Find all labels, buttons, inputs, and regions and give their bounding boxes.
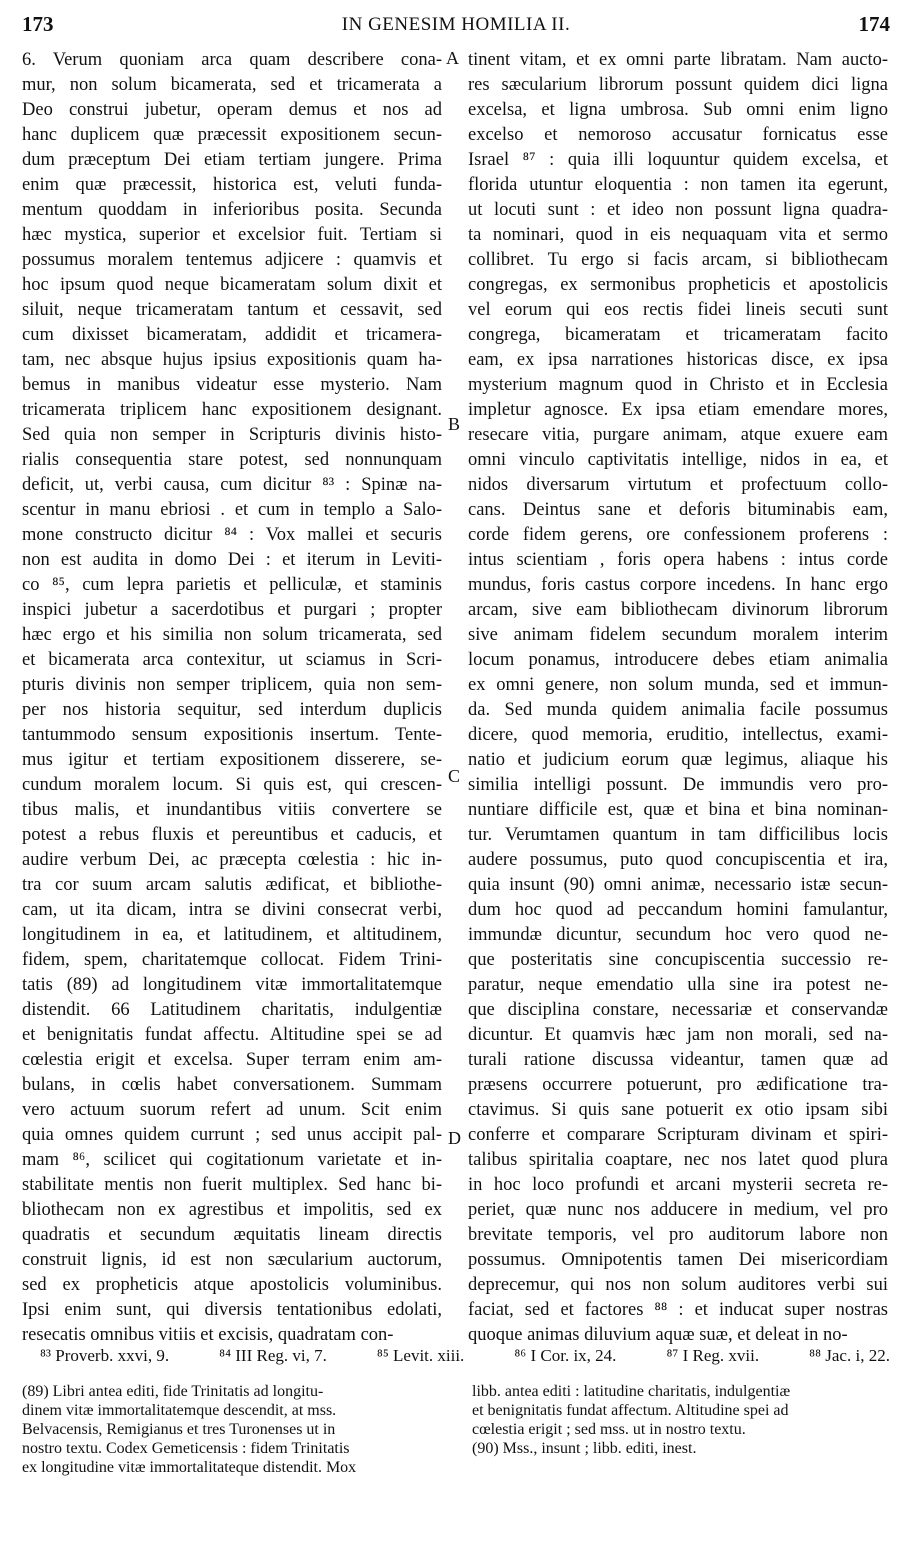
text-line: dicuntur. Et quamvis hæc jam non morali, sed na- (468, 1025, 888, 1045)
text-line: tinent vitam, et ex omni parte libratam. Nam aucto- (468, 50, 888, 70)
text-line: quia omnes quidem currunt ; sed unus accipit pal- (22, 1125, 442, 1145)
text-line: vero actuum suorum refert ad unum. Scit enim (22, 1100, 442, 1120)
text-line: audere possumus, puto quod concupiscentia et ira, (468, 850, 888, 870)
text-line: impletur agnosce. Ex ipsa etiam emendare mores, (468, 400, 888, 420)
text-line: Ipsi enim sunt, qui diversis tentationibus edolati, (22, 1300, 442, 1320)
text-line: quadratis et secundum æquitatis lineam directis (22, 1225, 442, 1245)
text-line: brevitate temporis, vel pro auditorum labore non (468, 1225, 888, 1245)
text-line: cundum moralem locum. Si quis est, qui crescen- (22, 775, 442, 795)
text-line: 6. Verum quoniam arca quam describere cona- (22, 50, 442, 70)
text-line: arcam, sive eam bibliothecam divinorum librorum (468, 600, 888, 620)
text-line: longitudinem in ea, et latitudinem, et altitudinem, (22, 925, 442, 945)
text-line: ut locuti sunt : et ideo non possunt ligna quadra- (468, 200, 888, 220)
text-line: rialis consequentia stare potest, sed nonnunquam (22, 450, 442, 470)
text-line: omni vinculo captivitatis intellige, nidos in ea, et (468, 450, 888, 470)
text-line: tricamerata triplicem hanc expositionem designant. (22, 400, 442, 420)
text-line: collibret. Tu ergo si facis arcam, si bibliothecam (468, 250, 888, 270)
text-line: pturis divinis non semper triplicem, quia non sem- (22, 675, 442, 695)
text-line: tibus malis, et inundantibus vitiis convertere se (22, 800, 442, 820)
footnote-line: Belvacensis, Remigianus et tres Turonenses ut in (22, 1421, 336, 1438)
text-line: et benignitatis fundat affectu. Altitudine spei se ad (22, 1025, 442, 1045)
right-column (468, 48, 888, 1348)
reference-item: ⁸³ Proverb. xxvi, 9. (40, 1346, 170, 1365)
text-line: ta nominari, quod in eis nequaquam vita et sermo (468, 225, 888, 245)
text-line: bemus in manibus videatur esse mysterio. Nam (22, 375, 442, 395)
text-line: dum hoc quod ad peccandum homini famulantur, (468, 900, 888, 920)
text-line: corde fidem gerens, ore confessionem proferens : (468, 525, 888, 545)
text-line: cœlestia erigit et excelsa. Super terram enim am- (22, 1050, 442, 1070)
text-line: tra cor suum arcam salutis ædificat, et bibliothe- (22, 875, 442, 895)
text-line: Deo construi jubetur, operam demus et nos ad (22, 100, 442, 120)
text-line: bulans, in cœlis habet conversationem. Summam (22, 1075, 442, 1095)
text-line: que posteritatis sine concupiscentia successio re- (468, 950, 888, 970)
text-line: intus scientiam , foris opera habens : intus corde (468, 550, 888, 570)
page-number-right: 174 (858, 12, 890, 36)
text-line: res sæcularium librorum possunt quidem dici ligna (468, 75, 888, 95)
footnote-line: libb. antea editi : latitudine charitatis, indulgentiæ (472, 1383, 791, 1400)
text-line: possumus. Omnipotentis tamen Dei misericordiam (468, 1250, 888, 1270)
text-line: que disciplina constare, necessariæ et conservandæ (468, 1000, 888, 1020)
text-line: inspici jubetur a sacerdotibus et purgari ; propter (22, 600, 442, 620)
text-line: distendit. 66 Latitudinem charitatis, indulgentiæ (22, 1000, 442, 1020)
text-line: bliothecam non ex agrestibus et impolitis, sed ex (22, 1200, 442, 1220)
text-line: præsens occurrere potuerunt, pro ædificatione tra- (468, 1075, 888, 1095)
text-line: natio et judicium eorum quæ legimus, aliaque his (468, 750, 888, 770)
footnote-line: cœlestia erigit ; sed mss. ut in nostro textu. (472, 1421, 746, 1438)
text-line: mur, non solum bicamerata, sed et tricamerata a (22, 75, 442, 95)
text-line: locum ponamus, introducere debes etiam animalia (468, 650, 888, 670)
footnote-line: (90) Mss., insunt ; libb. editi, inest. (472, 1440, 697, 1457)
text-line: dum præceptum Dei etiam tertiam jungere. Prima (22, 150, 442, 170)
text-line: hoc ipsum quod neque bicameratam solum dixit et (22, 275, 442, 295)
footnote-line: et benignitatis fundat affectum. Altitudine spei ad (472, 1402, 789, 1419)
text-line: excelso et nemoroso accusatur fornicatus esse (468, 125, 888, 145)
text-line: faciat, sed et factores ⁸⁸ : et inducat super nostras (468, 1300, 888, 1320)
text-line: turali ratione discussa videantur, tamen quæ ad (468, 1050, 888, 1070)
text-line: possumus moralem tentemus adjicere : quamvis et (22, 250, 442, 270)
text-line: resecatis omnibus vitiis et excisis, quadratam con- (22, 1325, 394, 1345)
text-line: da. Sed munda quidem animalia facile possumus (468, 700, 888, 720)
reference-item: ⁸⁵ Levit. xiii. (376, 1346, 465, 1365)
text-line: sed ex propheticis atque apostolicis voluminibus. (22, 1275, 442, 1295)
text-line: audire verbum Dei, ac præcepta cœlestia : hic in- (22, 850, 442, 870)
footnote-line: (89) Libri antea editi, fide Trinitatis ad longitu- (22, 1383, 324, 1400)
text-line: sive animam fidelem secundum moralem interim (468, 625, 888, 645)
text-line: mundus, foris castus corpore incedens. In hanc ergo (468, 575, 888, 595)
text-line: potest a rebus fluxis et pereuntibus et caducis, et (22, 825, 442, 845)
footnotes-right (472, 1382, 888, 1458)
footnote-line: ex longitudine vitæ immortalitateque distendit. Mox (22, 1459, 357, 1476)
text-line: congrega, bicameratam et tricameratam facito (468, 325, 888, 345)
text-line: hæc ergo et his similia non solum tricamerata, sed (22, 625, 442, 645)
text-line: tatis (89) ad longitudinem vitæ immortalitatemque (22, 975, 442, 995)
text-line: nuntiare difficile est, quæ et bina et bina nominan- (468, 800, 888, 820)
text-line: scentur in manu ebriosi . et cum in templo a Salo- (22, 500, 442, 520)
text-line: eam, ex ipsa narrationes historicas disce, ex ipsa (468, 350, 888, 370)
text-line: stabilitate mentis non fuerit multiplex. Sed hanc bi- (22, 1175, 442, 1195)
text-line: mam ⁸⁶, scilicet qui cogitationum varietate et in- (22, 1150, 442, 1170)
text-line: tam, nec absque hujus ipsius expositionis quam ha- (22, 350, 442, 370)
text-line: congregas, ex sermonibus propheticis et apostolicis (468, 275, 888, 295)
page-number-left: 173 (22, 12, 54, 36)
text-line: Sed quia non semper in Scripturis divinis histo- (22, 425, 442, 445)
text-line: ex omni genere, non solum munda, sed et immun- (468, 675, 888, 695)
text-line: enim quæ præcessit, historica est, veluti funda- (22, 175, 442, 195)
text-line: resecare vitia, purgare animam, atque exuere eam (468, 425, 888, 445)
text-line: hæc mystica, superior et excelsior fuit. Tertiam si (22, 225, 442, 245)
text-line: tantummodo sensum expositionis insertum. Tente- (22, 725, 442, 745)
text-line: vel eorum qui eos rectis fidei lineis secuti sunt (468, 300, 888, 320)
text-line: quia insunt (90) omni animæ, necessario istæ secun- (468, 875, 888, 895)
text-line: mus igitur et tertiam expositionem disserere, se- (22, 750, 442, 770)
scripture-references (40, 1346, 890, 1366)
margin-marker-a: A (446, 48, 459, 68)
text-line: mone constructo dicitur ⁸⁴ : Vox mallei et securis (22, 525, 442, 545)
text-line: periet, quæ nunc nos adducere in medium, vel pro (468, 1200, 888, 1220)
text-line: cans. Deintus sane et deforis bituminabis eam, (468, 500, 888, 520)
margin-marker-b: B (448, 414, 461, 434)
reference-item: ⁸⁶ I Cor. ix, 24. (514, 1346, 617, 1365)
text-line: deficit, ut, verbi causa, cum dicitur ⁸³ : Spinæ na- (22, 475, 442, 495)
text-line: excelsa, et ligna umbrosa. Sub omni enim ligno (468, 100, 888, 120)
text-line: construit lignis, id est non sæcularium auctorum, (22, 1250, 442, 1270)
footnote-line: nostro textu. Codex Gemeticensis : fidem Trinitatis (22, 1440, 350, 1457)
footnotes-left (22, 1382, 442, 1477)
text-line: et bicamerata arca contexitur, ut sciamus in Scri- (22, 650, 442, 670)
reference-item: ⁸⁴ III Reg. vi, 7. (219, 1346, 327, 1365)
page-header (22, 12, 890, 42)
text-line: hanc duplicem quæ præcessit expositionem secun- (22, 125, 442, 145)
text-line: mentum quoddam in inferioribus posita. Secunda (22, 200, 442, 220)
text-line: cum dixisset bicameratam, addidit et tricamera- (22, 325, 442, 345)
text-line: conferre et comparare Scripturam divinam et spiri- (468, 1125, 888, 1145)
text-line: Israel ⁸⁷ : quia illi loquuntur quidem excelsa, et (468, 150, 888, 170)
text-line: deprecemur, qui nos non solum auditores verbi sui (468, 1275, 888, 1295)
margin-marker-c: C (448, 766, 461, 786)
text-line: ctavimus. Si quis sane potuerit ex otio ipsam sibi (468, 1100, 888, 1120)
running-title: IN GENESIM HOMILIA II. (341, 14, 571, 35)
text-line: florida utuntur eloquentia : non tamen ita egerunt, (468, 175, 888, 195)
footnote-line: dinem vitæ immortalitatemque descendit, at mss. (22, 1402, 337, 1419)
reference-item: ⁸⁷ I Reg. xvii. (666, 1346, 760, 1365)
text-line: nidos diversarum virtutum et profectuum collo- (468, 475, 888, 495)
text-line: immundæ dicuntur, secundum hoc vero quod ne- (468, 925, 888, 945)
text-line: mysterium magnum quod in Christo et in Ecclesia (468, 375, 888, 395)
text-line: per nos historia sequitur, sed interdum duplicis (22, 700, 442, 720)
text-line: co ⁸⁵, cum lepra parietis et pelliculæ, et staminis (22, 575, 442, 595)
text-line: fidem, spem, charitatemque collocat. Fidem Trini- (22, 950, 442, 970)
text-line: non est audita in domo Dei : et iterum in Leviti- (22, 550, 442, 570)
text-line: paratur, neque emendatio ulla sine ira potest ne- (468, 975, 888, 995)
margin-marker-d: D (448, 1128, 461, 1148)
text-line: siluit, neque tricameratam tantum et cessavit, sed (22, 300, 442, 320)
text-line: tur. Verumtamen quantum in tam difficilibus locis (468, 825, 888, 845)
text-line: quoque animas diluvium aquæ suæ, et deleat in no- (468, 1325, 848, 1345)
text-line: talibus spiritalia coaptare, nec nos latet quod plura (468, 1150, 888, 1170)
text-line: similia intelligi possunt. De immundis vero pro- (468, 775, 888, 795)
reference-item: ⁸⁸ Jac. i, 22. (809, 1346, 890, 1365)
text-line: dicere, quod memoria, eruditio, intellectus, exami- (468, 725, 888, 745)
text-line: cam, ut ita dicam, intra se divini consecrat verbi, (22, 900, 442, 920)
text-line: in hoc loco profundi et arcani mysterii secreta re- (468, 1175, 888, 1195)
left-column (22, 48, 442, 1348)
